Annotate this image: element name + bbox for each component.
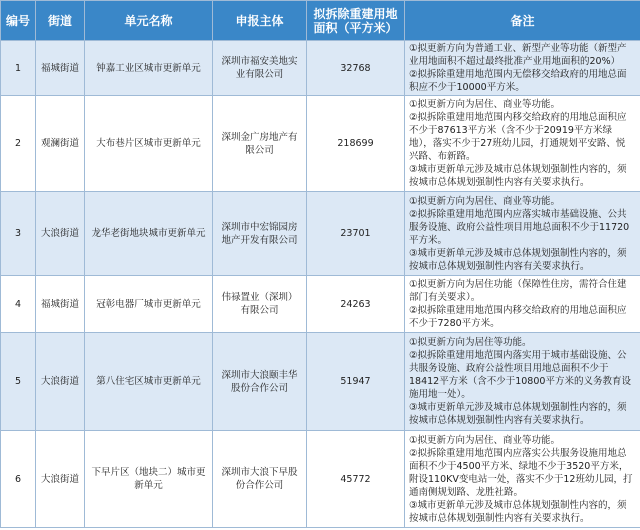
- note-line: ②拟拆除重建用地范围内落实用于城市基础设施、公: [409, 350, 627, 361]
- note-line: 服务设施、政府公益性项目用地总面积不少于11720: [409, 221, 630, 233]
- applicant-line: 深圳市福安美地实: [221, 56, 298, 67]
- cell-note: [405, 276, 640, 333]
- note-line: 业用地面积不超过最终批准产业用地面积的20%）: [409, 56, 621, 67]
- note-line: 平方米。: [409, 234, 448, 246]
- note-line: 施用地一处）。: [409, 389, 471, 400]
- cell-unit-name: [85, 41, 213, 96]
- cell-area: 24263: [307, 276, 405, 333]
- cell-area: 218699: [307, 96, 405, 192]
- note-line: ②拟拆除重建用地范围内应落实城市基础设施、公共: [409, 208, 627, 220]
- note-line: ②拟拆除重建用地范围内移交给政府的用地总面积应: [409, 305, 627, 316]
- header-area-line: 面积（平方米）: [313, 20, 398, 35]
- table-row: [1, 276, 640, 333]
- unit-name-line: 冠彰电器厂城市更新单元: [96, 298, 201, 310]
- cell-no: 2: [1, 96, 36, 192]
- applicant-line: 深圳金广房地产有: [221, 131, 298, 143]
- note-line: 地），落实不少于27班幼儿园，打通规划平安路、悦: [409, 138, 626, 149]
- cell-no: 3: [1, 192, 36, 276]
- unit-name-line: 钟嘉工业区城市更新单元: [96, 62, 201, 74]
- note-line: 按城市总体规划强制性内容有关要求执行。: [409, 415, 590, 426]
- cell-unit-name: [85, 276, 213, 333]
- header-unit-name: 单元名称: [85, 1, 213, 41]
- cell-unit-name: [85, 192, 213, 276]
- note-line: 按城市总体规划强制性内容有关要求执行。: [409, 260, 590, 272]
- note-line: 积应不少于10000平方米。: [409, 82, 525, 93]
- header-no: 编号: [1, 1, 36, 41]
- note-line: ③城市更新单元涉及城市总体规划强制性内容的，须: [409, 247, 627, 259]
- cell-applicant: [213, 276, 307, 333]
- note-line: 通南侧规划路、龙胜社路。: [409, 486, 524, 498]
- applicant-line: 股份合作公司: [230, 382, 288, 394]
- note-line: 面积不少于4500平方米、绿地不少于3520平方米，: [409, 460, 629, 472]
- cell-no: 4: [1, 276, 36, 333]
- note-line: 18412平方米（含不少于10800平方米的义务教育设: [409, 376, 631, 387]
- note-line: ②拟拆除重建用地范围内移交给政府的用地总面积应: [409, 112, 627, 123]
- applicant-line: 业有限公司: [235, 69, 284, 80]
- applicant-line: 地产开发有限公司: [221, 234, 298, 246]
- note-line: 按城市总体规划强制性内容有关要求执行。: [409, 512, 590, 524]
- cell-street: 大浪街道: [36, 333, 85, 431]
- cell-note: [405, 192, 640, 276]
- note-line: ③城市更新单元涉及城市总体规划强制性内容的，须: [409, 499, 627, 511]
- header-area: [307, 1, 405, 41]
- header-area-line: 拟拆除重建用地: [313, 6, 398, 21]
- cell-street: 福城街道: [36, 41, 85, 96]
- cell-note: [405, 96, 640, 192]
- cell-street: 大浪街道: [36, 192, 85, 276]
- unit-name-line: 新单元: [134, 480, 163, 491]
- note-line: 不少于7280平方米。: [409, 318, 500, 329]
- note-line: 按城市总体规划强制性内容有关要求执行。: [409, 177, 590, 188]
- table-header-row: [1, 1, 640, 41]
- table-row: [1, 333, 640, 431]
- cell-note: [405, 41, 640, 96]
- cell-street: 福城街道: [36, 276, 85, 333]
- note-line: ①拟更新方向为普通工业、新型产业等功能（新型产: [409, 43, 627, 54]
- applicant-line: 伟禄置业（深圳）: [221, 292, 298, 303]
- cell-street: 大浪街道: [36, 431, 85, 528]
- note-line: ③城市更新单元涉及城市总体规划强制性内容的，须: [409, 164, 627, 175]
- note-line: 不少于87613平方米（含不少于20919平方米绿: [409, 125, 612, 136]
- note-line: ③城市更新单元涉及城市总体规划强制性内容的，须: [409, 402, 627, 413]
- header-street: 街道: [36, 1, 85, 41]
- cell-street: 观澜街道: [36, 96, 85, 192]
- applicant-line: 深圳市中宏锦园房: [221, 221, 298, 233]
- cell-applicant: [213, 192, 307, 276]
- unit-name-line: 下早片区（地块二）城市更: [91, 467, 206, 478]
- note-line: ②拟拆除重建用地范围内无偿移交给政府的用地总面: [409, 69, 627, 80]
- table-row: [1, 192, 640, 276]
- cell-note: [405, 333, 640, 431]
- cell-unit-name: [85, 333, 213, 431]
- note-line: ①拟更新方向为居住、商业等功能。: [409, 195, 561, 207]
- table-row: [1, 96, 640, 192]
- cell-no: 5: [1, 333, 36, 431]
- unit-name-line: 龙华老街地块城市更新单元: [91, 228, 206, 239]
- cell-no: 1: [1, 41, 36, 96]
- applicant-line: 深圳市大浪颐丰华: [221, 369, 298, 381]
- header-note: 备注: [405, 1, 640, 41]
- header-applicant: 申报主体: [213, 1, 307, 41]
- note-line: 部门有关要求）。: [409, 292, 481, 303]
- note-line: ①拟更新方向为居住、商业等功能。: [409, 434, 561, 446]
- table-row: [1, 41, 640, 96]
- unit-name-line: 第八住宅区城市更新单元: [96, 376, 201, 387]
- cell-applicant: [213, 96, 307, 192]
- cell-area: 23701: [307, 192, 405, 276]
- applicant-line: 限公司: [245, 144, 274, 156]
- applicant-line: 有限公司: [240, 305, 279, 316]
- note-line: 兴路、布新路。: [409, 151, 476, 162]
- cell-unit-name: [85, 431, 213, 528]
- note-line: 共服务设施、政府公益性项目用地总面积不少于: [409, 363, 609, 374]
- cell-area: 45772: [307, 431, 405, 528]
- cell-note: [405, 431, 640, 528]
- cell-no: 6: [1, 431, 36, 528]
- unit-name-line: 大布巷片区城市更新单元: [96, 138, 201, 149]
- note-line: 附设110KV变电站一处，落实不少于12班幼儿园，打: [409, 473, 633, 485]
- cell-applicant: [213, 41, 307, 96]
- cell-unit-name: [85, 96, 213, 192]
- cell-applicant: [213, 333, 307, 431]
- note-line: ①拟更新方向为居住功能（保障性住房，需符合住建: [409, 279, 627, 290]
- table-row: [1, 431, 640, 528]
- applicant-line: 份合作公司: [235, 480, 284, 491]
- note-line: ②拟拆除重建用地范围内应落实公共服务设施用地总: [409, 447, 627, 459]
- cell-area: 32768: [307, 41, 405, 96]
- note-line: ①拟更新方向为居住等功能。: [409, 337, 532, 348]
- applicant-line: 深圳市大浪下早股: [221, 467, 298, 478]
- note-line: ①拟更新方向为居住、商业等功能。: [409, 99, 561, 110]
- cell-area: 51947: [307, 333, 405, 431]
- cell-applicant: [213, 431, 307, 528]
